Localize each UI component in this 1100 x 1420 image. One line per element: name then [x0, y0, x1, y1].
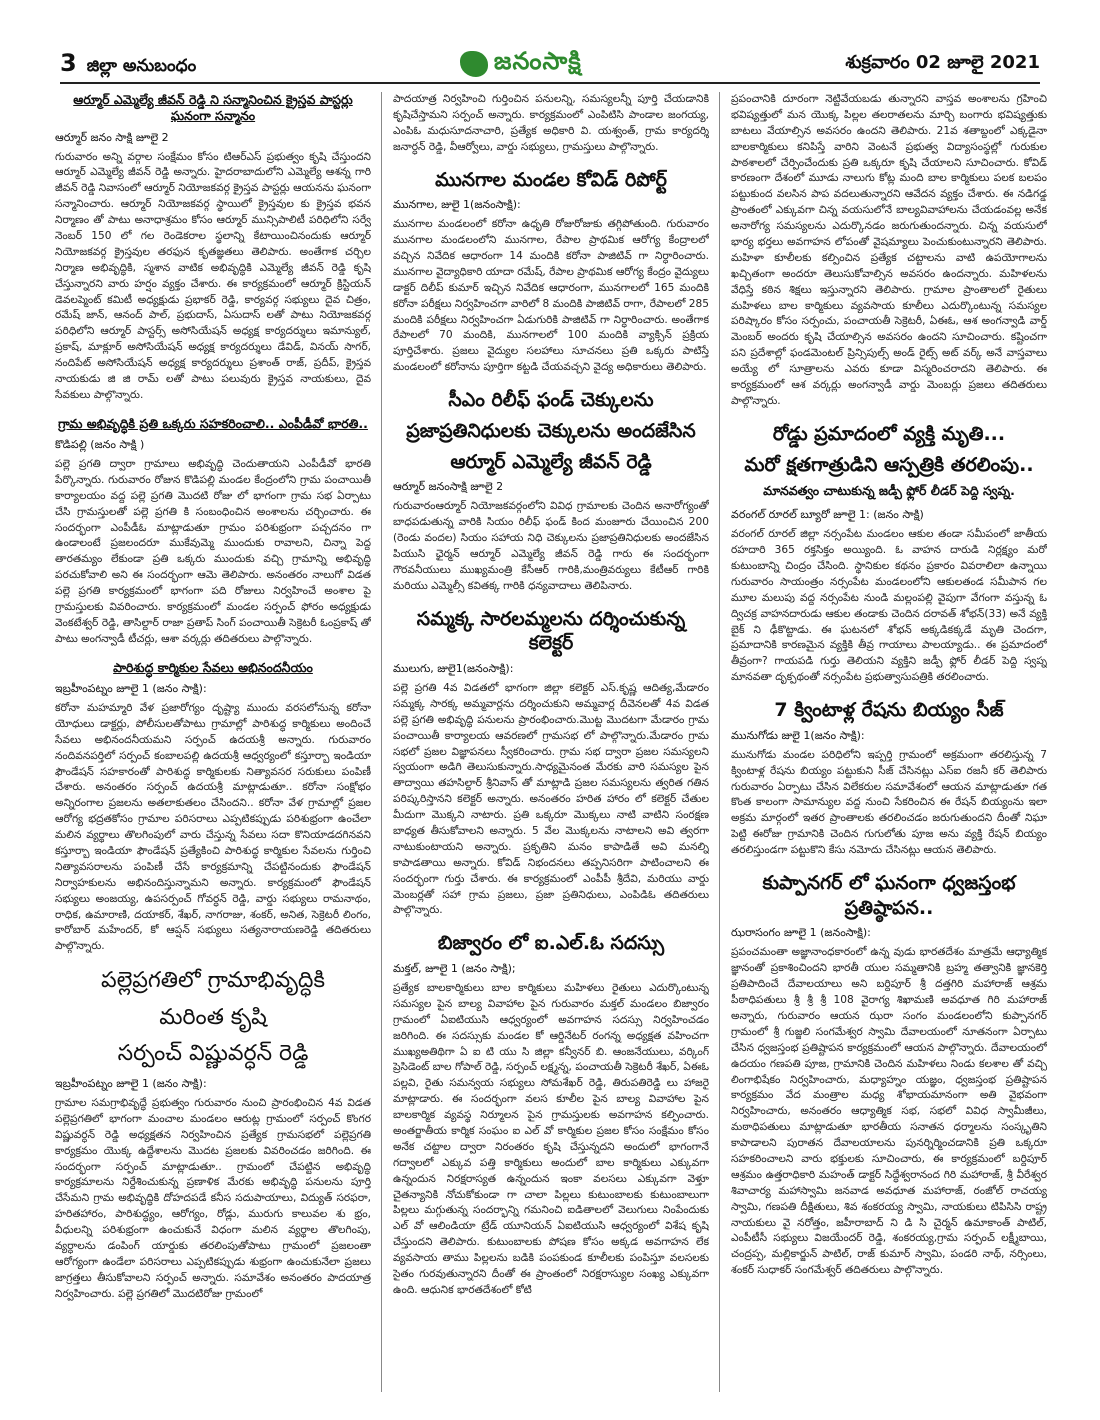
article-headline: గ్రామ అభివృద్ధికి ప్రతి ఒక్కరు సహకరించాలి.. ఎంపీడీవో భారతి.. [58, 415, 368, 431]
column-3 [731, 92, 1047, 1392]
article-palle-pragathi [55, 967, 371, 1302]
article-headline-line: మరింత కృషి [159, 1004, 267, 1030]
article-headline: కుప్పానగర్ లో ఘనంగా ధ్వజస్తంభ ప్రతిష్ఠాపన.. [762, 872, 1016, 919]
article-subheadline: మానవత్వం చాటుకున్న జడ్పీ ఫ్లోర్ లీడర్ పెద్ది స్వప్న. [763, 483, 1015, 499]
section-title: జిల్లా అనుబంధం [86, 55, 197, 76]
article-dateline: ఝరాసంగం జూలై 1 (జనంసాక్షి): [731, 926, 871, 940]
article-armoor-pastors [55, 92, 371, 404]
article-headline-line: సీఎం రిలీఫ్ ఫండ్ చెక్కులను [448, 389, 654, 412]
article-headline-line: రోడ్డు ప్రమాదంలో వ్యక్తి మృతి... [772, 422, 1006, 445]
article-headline-line: సర్పంచ్ విష్ణువర్ధన్ రెడ్డి [117, 1041, 309, 1067]
article-dateline: మునగాల, జులై 1(జనంసాక్షి): [393, 198, 521, 212]
article-headline: సమ్మక్క సారలమ్మలను దర్శించుకున్న కలెక్టర్ [416, 607, 686, 655]
issue-date: శుక్రవారం 02 జూలై 2021 [845, 51, 1040, 73]
article-dateline: ఆర్మూర్ జనంసాక్షి జూలై 2 [393, 480, 504, 494]
article-cm-relief-fund [393, 388, 709, 594]
article-body: ప్రపంచానికి దూరంగా నెట్టివేయబడు తున్నారని వాస్తవ అంశాలను గ్రహించి భవిష్యత్తులో మన యొక్క పిల్లల తలరాతలను మార్చి బంగారు భవిష్యత్తుకు బాటలు వేయాల్సిన అవసరం ఉందని తెలిపారు. 21వ శతాబ్దంలో ఎక్కడైనా బాలకార్మికులు కనిపిస్తే వారిని వెంటనే ప్రభుత్వ విద్యాసంస్థల్లో గురుకుల పాఠశాలలో చేర్పించేందుకు ప్రతి ఒక్కరూ కృషి చేయాలని సూచించారు. కోవిడ్ కారణంగా దేశంలో మూడు నాలుగు కోట్ల మంది బాల కార్మికులు పలక బలపం పట్టుకుంద వలసిన పాప వదలుతున్నారని ఆవేదన వ్యక్తం చేశారు. ఈ నడిగడ్డ ప్రాంతంలో ఎక్కువగా చిన్న వయసులోనే బాల్యవివాహాలను చేయడంవల్ల అనేక అనారోగ్య సమస్యలను ఎదుర్కొనడం జరుగుతుందన్నారు. చిన్న వయసులో భార్య భర్తలు అవగాహన లోపంతో వైషమ్యాలు పెంచుకుంటున్నారని తెలిపారు. మహిళా కూలీలకు కల్పించిన ప్రత్యేక చట్టాలను వాటి ఉపయోగాలను ఖచ్చితంగా అందరూ తెలుసుకోవాల్సిన అవసరం ఉందన్నారు. మహిళలను వేధిస్తే కఠిన శిక్షలు ఇస్తున్నారని తెలిపారు. గ్రామాల ప్రాంతాలలో రైతులు మహిళలు బాల కార్మికులు వ్యవసాయ కూలీలు ఎదుర్కొంటున్న సమస్యల పరిష్కారం కోసం సర్పంచు, పంచాయతీ సెక్రెటరీ, ఏఈఓ, ఆశ అంగన్వాడి వార్డ్ మెంబర్ అందరు కృషి చేయాల్సిన అవసరం ఉందని సూచించారు. కష్టించగా పని ప్రదేశాల్లో ఫండమెంటల్ ప్రిన్సిపుల్స్ అండ్ రైట్స్ అట్ వర్క్ అనే వాస్తవాలు అయ్యే లో సూత్రాలను ఎవరు కూడా విస్మరించరాదని తెలిపారు. ఈ కార్యక్రమంలో ఆశ వర్కర్లు అంగన్వాడీ వార్డు మెంబర్లు ప్రజలు తదితరులు పాల్గొన్నారు. [731, 93, 1047, 407]
column-1 [55, 92, 371, 1392]
masthead [60, 46, 1040, 84]
article-headline-line: మరో క్షతగాత్రుడిని ఆస్పత్రికి తరలింపు.. [744, 453, 1034, 476]
article-headline: బిజ్వారం లో ఐ.ఎల్.ఓ సదస్సు [437, 932, 665, 955]
article-headline: పారిశుద్ధ కార్మికుల సేవలు అభినందనీయం [113, 659, 313, 675]
article-dateline: ములుగు, జులై1(జనంసాక్షి): [393, 661, 514, 675]
article-body: వరంగల్ రూరల్ జిల్లా నర్సంపేట మండలం ఆకుల తండా సమీపంలో జాతీయ రహదారి 365 రక్తసిక్తం అయ్యింది. ఓ వాహన దారుడి నిర్లక్ష్యం మరో కుటుంబాన్ని చింద్రం చేసింది. స్థానికుల కథనం ప్రకారం వివరాలిలా ఉన్నాయి గురువారం సాయంత్రం నర్సంపేట మండలంలోని ఆకులతండ సమీపాన గల మూల మలుపు వద్ద నర్సంపేట నుండి మల్లంపల్లి వైపుగా వేగంగా వస్తున్న ఓ ద్విచక్ర వాహనదారుడు ఆకుల తండాకు చెందిన దరావత్ శోభన్(33) అనే వ్యక్తి బైక్ ని ఢీకొట్టాడు. ఈ ఘటనలో శోభన్ అక్కడికక్కడే మృతి చెందగా, ప్రమాదానికి కారణమైన వ్యక్తికి తీవ్ర గాయాలు పాలయ్యాడు.. ఈ ప్రమాదంలో తీవ్రంగా? గాయపడి గుర్తు తెలియని వ్యక్తిని జడ్పీ ఫ్లోర్ లీడర్ పెద్ది స్వప్న మానవతా దృక్పథంతో నర్సంపేట ప్రభుత్వాసుపత్రికి తరలించారు. [731, 528, 1047, 684]
article-body: మునుగోడు మండల పరిధిలోని ఇప్పర్తి గ్రామంలో అక్రమంగా తరలిస్తున్న 7 క్వింటాళ్ల రేషను బియ్యం పట్టుకుని సీజ్ చేసినట్లు ఎస్ఐ రజనీ కర్ తెలిపారు గురువారం ఏర్పాటు చేసిన విలేకరుల సమావేశంలో ఆయన మాట్లాడుతూ గత కొంత కాలంగా సామాన్యుల వద్ద నుంచి సేకరించిన ఈ రేషన్ బియ్యంను ఇలా అక్రమ మార్గంలో ఇతర ప్రాంతాలకు తరలించడం జరుగుతుందని దీంతో నిఘా పెట్టి ఈరోజు గ్రామానికి చెందిన గుగులోతు పూజ అను వ్యక్తి రేషన్ బియ్యం తరలిస్తుండగా పట్టుకొని కేసు నమోదు చేసినట్లు ఆయన తెలిపారు. [731, 748, 1047, 857]
article-headline-line: ప్రజాప్రతినిధులకు చెక్కులను అందజేసిన [406, 419, 696, 442]
article-flagpole-ceremony [731, 871, 1047, 1279]
article-dateline: వరంగల్ రూరల్ బ్యూరో జూలై 1: (జనం సాక్షి) [731, 508, 924, 522]
article-dateline: ఇబ్రహీంపట్నం జూలై 1 (జనం సాక్షి): [55, 1076, 207, 1090]
article-headline: 7 క్వింటాళ్ల రేషను బియ్యం సీజ్ [774, 699, 1004, 722]
article-headline: ఆర్మూర్ ఎమ్మెల్యే జీవన్ రెడ్డి ని సన్మానించిన క్రైస్తవ పాస్టర్లు ఘనంగా సన్మానం [73, 92, 353, 124]
article-body: పల్లె ప్రగతి ద్వారా గ్రామాలు అభివృద్ధి చెందుతాయని ఎంపీడీవో భారతి పేర్కొన్నారు. గురువారం రోజున కొడిపల్లి మండల కేంద్రంలోని గ్రామ పంచాయితీ కార్యాలయం వద్ద పల్లె ప్రగతి మొదటి రోజు లో భాగంగా గ్రామ సభ ఏర్పాటు చేసి గ్రామస్తులతో పల్లె ప్రగతి కి సంబంధించిన అంశాలను చర్చించారు. ఈ సందర్భంగా ఎంపీడీఓ మాట్లాడుతూ గ్రామం పరిశుభ్రంగా పచ్చదనం గా ఉండాలంటే ప్రజలందరూ ముకేవుమ్మె ముందుకు రావాలని, చిన్నా పెద్ద తారతమ్యం లేకుండా ప్రతి ఒక్కరు ముందుకు వచ్చి గ్రామాన్ని అభివృద్ధి పరచుకోవాలి అని ఈ సందర్భంగా ఆమె తెలిపారు. అనంతరం నాలుగో విడత పల్లె ప్రగతి కార్యక్రమంలో భాగంగా పది రోజులు నిర్వహించే అంశాల పై గ్రామస్తులకు వివరించారు. కార్యక్రమంలో మండల సర్పంచ్ ఫోరం అధ్యక్షుడు వెంకటేశ్వర్ రెడ్డి, తాసిల్దార్ రాజా ప్రతాప్ సింగ్ పంచాయితీ సెక్రెటరీ ఓంప్రకాష్ తో పాటు అంగన్వాడీ టీచర్లు, ఆశా వర్కర్లు తదితరులు పాల్గొన్నారు. [55, 458, 371, 645]
article-body: గురువారం అన్ని వర్గాల సంక్షేమం కోసం టిఆర్ఎస్ ప్రభుత్వం కృషి చేస్తుందని ఆర్మూర్ ఎమ్మెల్యే జీవన్ రెడ్డి అన్నారు. హైదరాబాదులోని ఎమ్మెల్యే ఆశన్న గారి జీవన్ రెడ్డి నివాసంలో ఆర్మూర్ నియోజకవర్గ క్రైస్తవ పాస్టర్లు ఆయనను ఘనంగా సన్మానించారు. ఆర్మూర్ నియోజకవర్గ స్థాయిలో క్రైస్తవుల కు క్రైస్తవ భవన నిర్మాణం తో పాటు అనాధాశ్రమం కోసం ఆర్మూర్ మున్సిపాలిటీ పరిధిలోని సర్వే నెంబర్ 150 లో గల రెండెకరాల స్థలాన్ని కేటాయించినందుకు ఆర్మూర్ నియోజకవర్గ క్రైస్తవుల తరఫున కృతజ్ఞతలు తెలిపారు. అంతేగాక చర్చిల నిర్మాణ అభివృద్ధికి, స్మశాన వాటిక అభివృద్ధికి ఎమ్మెల్యే జీవన్ రెడ్డి కృషి చేస్తున్నారని వారు హర్షం వ్యక్తం చేశారు. ఈ కార్యక్రమంలో ఆర్మూర్ క్రిస్టియన్ డెవలప్మెంట్ కమిటీ అధ్యక్షుడు ప్రభాకర్ రెడ్డి, కార్యవర్గ సభ్యులు దైవ చిత్రం, రమేష్ జాన్, ఆనంద్ పాల్, ప్రభుదాస్, ఏసుదాస్ లతో పాటు నియోజకవర్గ పరిధిలోని ఆర్మూర్ పాస్టర్స్ అసోసియేషన్ అధ్యక్ష కార్యదర్శులు ఇమాన్యుల్, ప్రకాష్, మాక్లూర్ అసోసియేషన్ అధ్యక్ష కార్యదర్శులు డేవిడ్, వినయ్ సాగర్, నందిపేట్ అసోసియేషన్ అధ్యక్ష కార్యదర్శులు ప్రశాంత్ రాజ్, ప్రదీప్, క్రైస్తవ నాయకుడు జి జి రామ్ లతో పాటు పలువురు క్రైస్తవ నాయకులు, దైవ సేవకులు పాల్గొన్నారు. [55, 150, 371, 401]
article-ilo-seminar-continued [731, 92, 1047, 410]
article-headline-line: ఆర్మూర్ ఎమ్మెల్యే జీవన్ రెడ్డి [450, 450, 652, 473]
article-dateline: ఇబ్రహీంపట్నం జూలై 1 (జనం సాక్షి): [55, 681, 207, 695]
article-collector-visit [393, 607, 709, 920]
article-body: మునగాల మండలంలో కరోనా ఉధృతి రోజురోజుకు తగ్గిపోతుంది. గురువారం మునగాల మండలంలోని మునగాల, రేపాల ప్రాథమిక ఆరోగ్య కేంద్రాలలో వచ్చిన నివేదిక ఆధారంగా 14 మందికి కరోనా పాజిటివ్ గా నిర్ధారించారు. మునగాల వైద్యాధికారి యాదా రమేష్, రేపాల ప్రాథమిక ఆరోగ్య కేంద్రం వైద్యులు డాక్టర్ దిలీప్ కుమార్ ఇచ్చిన నివేదిక ఆధారంగా, మునగాలలో 165 మందికి కరోనా పరీక్షలు నిర్వహించగా వారిలో 8 మందికి పాజిటివ్ రాగా, రేపాలలో 285 మందికి పరీక్షలు నిర్వహించగా ఏడుగురికి పాజిటివ్ గా నిర్ధారించారు. అంతేగాక రేపాలలో 70 మందికి, మునగాలలో 100 మందికి వ్యాక్సిన్ ప్రక్రియ పూర్తిచేశారు. ప్రజలు వైద్యుల సలహాలు సూచనలు ప్రతి ఒక్కరు పాటిస్తే మండలంలో కరోనాను పూర్తిగా కట్టడి చేయవచ్చని వైద్య అధికారులు తెలిపారు. [393, 218, 709, 374]
page-number: 3 [60, 48, 77, 77]
article-dateline: మునుగోడు జులై 1(జనం సాక్షి): [731, 728, 865, 742]
article-body: ప్రపంచమంతా అజ్ఞానాంధకారంలో ఉన్న వుడు భారతదేశం మాత్రమే ఆధ్యాత్మిక జ్ఞానంతో ప్రకాశించిందని భారతీ యుల సమ్మతానికి బ్రహ్మ తత్వానికి జ్ఞానకెర్తి ప్రతిపాదించే దేవాలయాలు అని బర్దిపూర్ శ్రీ దత్తగిరి మహారాజ్ ఆశ్రమ పీఠాధిపతులు శ్రీ శ్రీ శ్రీ 108 వైరాగ్య శిఖామణి అవధూత గిరి మహారాజ్ అన్నారు, గురువారం ఆయన ఝరా సంగం మండలంలోని కుప్పానగర్ గ్రామంలో శ్రీ గుజ్జలి సంగమేశ్వర స్వామి దేవాలయంలో నూతనంగా ఏర్పాటు చేసిన ధ్వజస్తంభ ప్రతిష్టాపన కార్యక్రమంలో ఆయన పాల్గొన్నారు. దేవాలయంలో ఉదయం గణపతి పూజ, గ్రామానికి చెందిన మహిళలు నిండు కలశాల తో వచ్చి లింగాభిషేకం నిర్వహించారు, మధ్యాహ్నం యజ్ఞం, ధ్వజస్తంభ ప్రతిష్టాపన కార్యక్రమం వేద మంత్రాల మధ్య శోభాయమానంగా అతి వైభవంగా నిర్వహించారు, అనంతరం ఆధ్యాత్మిక సభ, సభలో వివిధ స్వామీజీలు, మఠాధిపతులు మాట్లాడుతూ భారతీయ సనాతన ధర్మాలను సంస్కృతిని కాపాడాలని పురాతన దేవాలయాలను పునర్నిర్మించడానికి ప్రతి ఒక్కరూ సహకరించాలని వారు భక్తులకు సూచించారు, ఈ కార్యక్రమంలో బర్దిపూర్ ఆశ్రమం ఉత్తరాధికారి మహంత్ డాక్టర్ సిద్ధేశ్వరానంద గిరి మహారాజ్, శ్రీ వీరేశ్వర శివాచార్య మహాస్వామి జనవాడ అవధూత మహారాజ్, రంజోల్ రాచయ్య స్వామి, గణపతి దీక్షితులు, శివ శంకరయ్య స్వామి, నాయకులు టిపిసిసి రాష్ట్ర నాయకులు వై నరోత్తం, జహీరాబాద్ ని డి సి చైర్మన్ ఉమాకాంత్ పాటిల్, ఎంపీటీసీ సభ్యులు విజయేందర్ రెడ్డి, శంకరయ్య,గ్రామ సర్పంచ్ లక్ష్మీబాయి, చంద్రప్ప, మల్లికార్జున్ పాటిల్, రాజ్ కుమార్ స్వామి, పండరి నాథ్, నర్సింలు, శంకర్ సుధాకర్ సంగమేశ్వర్ తదితరులు పాల్గొన్నారు. [731, 946, 1047, 1277]
column-divider [719, 92, 720, 1392]
article-body: పాదయాత్ర నిర్వహించి గుర్తించిన పనులన్ని, సమస్యలన్నీ పూర్తి చేయడానికి కృషిచేస్తామని సర్పంచ్ అన్నారు. కార్యక్రమంలో ఎంపిటిసి పాండాల జంగయ్య, ఎంపిఓ మధుసూదనాచారి, ప్రత్యేక అధికారి వి. యశ్వంత్, గ్రామ కార్యదర్శి జనార్ధన్ రెడ్డి, వీఆర్వోలు, వార్డు సభ్యులు, గ్రామస్తులు పాల్గొన్నారు. [393, 93, 709, 153]
article-covid-report [393, 168, 709, 377]
article-dateline: మక్తల్, జూలై 1 (జనం సాక్షి); [393, 961, 516, 975]
article-body: ప్రత్యేక బాలకార్మికులు బాల కార్మికులు మహిళలు రైతులు ఎదుర్కొంటున్న సమస్యల పైన బాల్య వివాహాల పైన గురువారం మక్తల్ మండలం బిజ్వారం గ్రామంలో ఏఐటియుసి ఆధ్వర్యంలో అవగాహన సదస్సు నిర్వహించడం జరిగింది. ఈ సదస్సుకు మండల కో ఆర్డినేటర్ రంగన్న అధ్యక్షత వహించగా ముఖ్యఅతిథిగా ఏ ఐ టి యు సి జిల్లా కన్వీనర్ బి. ఆంజనేయులు, వర్కింగ్ ప్రెసిడెంట్ బాల గోపాల్ రెడ్డి, సర్పంచ్ లక్ష్మన్న, పంచాయతీ సెక్రెటరీ శేఖర్, ఏఈఓ పల్లవి, రైతు సమన్వయ సభ్యులు సోమశేఖర్ రెడ్డి, తిరుపతిరెడ్డి లు హాజరై మాట్లాడారు. ఈ సందర్భంగా వలస కూలీల పైన బాల్య వివాహాల పైన బాలకార్మిక వ్యవస్థ నిర్మూలన పైన గ్రామస్తులకు అవగాహన కల్పించారు. అంతర్జాతీయ కార్మిక సంఘం ఐ ఎల్ వో కార్మికుల ప్రజల కోసం సంక్షేమం కోసం అనేక చట్టాల ద్వారా నిరంతరం కృషి చేస్తున్నదని అందులో భాగంగానే గద్వాలలో ఎక్కువ పత్తి కార్మికులు అందులో బాల కార్మికులు ఎక్కువగా ఉన్నందున నిరక్షరాస్యత ఉన్నందున ఇంకా వలసలు ఎక్కువగా వెళ్తూ చైతన్యానికి నోచుకోకుండా గా చాలా పిల్లలు కుటుంబాలకు కుటుంబాలుగా పిల్లలు మగ్గుతున్న సందర్భాన్ని గమనించి ఐడితాలలో వెలుగులు నింపేందుకు ఎల్ వో ఆలిండియా ట్రేడ్ యూనియన్ ఏఐటియుసి ఆధ్వర్యంలో విశేష కృషి చేస్తుందని తెలిపారు. కుటుంబాలకు పోషణ కోసం అక్కడ అవగాహన లేక వ్యవసాయ తాము పిల్లలను బడికి పంపకుండ కూలీలకు పంపిస్తూ వలసలకు సైతం గురవుతున్నారని దీంతో ఈ ప్రాంతంలో నిరక్షరాస్యుల సంఖ్య ఎక్కువగా ఉంది. ఆధునిక భారతదేశంలో కోటి [393, 981, 709, 1296]
article-village-development [55, 416, 371, 648]
article-headline: మునగాల మండల కోవిడ్ రిపోర్ట్ [435, 168, 667, 191]
logo-map-icon [460, 51, 488, 77]
article-body: పల్లె ప్రగతి 4వ విడతలో భాగంగా జిల్లా కలెక్టర్ ఎస్.కృష్ణ ఆదిత్య,మేడారం సమ్మక్క సారక్క అమ్మవార్లను దర్శించుకుని అమ్మవార్ల దీవెనలతో 4వ విడత పల్లె ప్రగతి అభివృద్ధి పనులను ప్రారంభించారు.మొట్ట మొదటగా మేడారం గ్రామ పంచాయితీ కార్యాలయ ఆవరణలో గ్రామసభ లో పాల్గొన్నారు.మేడారం గ్రామ సభలో ప్రజల విజ్ఞాపనలు స్వీకరించారు. గ్రామ సభ ద్వారా ప్రజల సమస్యలని స్వయంగా అడిగి తెలుసుకున్నారు.సాధ్యమైనంత మేరకు వారి సమస్యల పైన తాద్వాయి తహసిల్దార్ శ్రీనివాస్ తో మాట్లాడి ప్రజల సమస్యలను త్వరిత గతిన పరిష్కరిస్తానని కలెక్టర్ అన్నారు. అనంతరం హరిత హారం లో కలెక్టర్ చేతుల మీదుగా మొక్కని నాటారు. ప్రతి ఒక్కరూ మొక్కలు నాటి వాటిని సంరక్షణ బాధ్యత తీసుకోవాలని అన్నారు. 5 వేల మొక్కలను నాటాలని అవి త్వరగా నాటుకుంటాయని అన్నారు. ప్రకృతిని మనం కాపాడితే అవి మనల్ని కాపాడతాయి అన్నారు. కోవిడ్ నిభందనలు తప్పనిసరిగా పాటించాలని ఈ సందర్భంగా గుర్తు చేశారు. ఈ కార్యక్రమంలో ఎంపీపీ శ్రీదేవి, మరియు వార్డు మెంబర్లతో సహా గ్రామ ప్రజలు, ప్రజా ప్రతినిధులు, ఎంపిడిఓ తదితరులు పాల్గొన్నారు. [393, 681, 709, 917]
article-body: గురువారంఆర్మూర్ నియోజకవర్గంలోని వివిధ గ్రామాలకు చెందిన అనారోగ్యంతో బాధపడుతున్న వారికి సియం రిలీఫ్ ఫండ్ కింద మంజూరు చేయించిన 200 (రెండు వందల) సియం సహాయ నిధి చెక్కులను ప్రజాప్రతినిధులకు అందజేసిన పియుసి ఛైర్మన్ ఆర్మూర్ ఎమ్మెల్యే జీవన్ రెడ్డి గారు ఈ సందర్భంగా గౌరవనీయులు ముఖ్యమంత్రి కేసీఆర్ గారికి,మంత్రివర్యులు కేటీఆర్ గారికి మరియు ఎమ్మెల్సీ కవితక్క గారికి ధన్యవాదాలు తెలిపినారు. [393, 500, 709, 592]
article-sanitation-workers [55, 660, 371, 956]
article-body: గ్రామాల సమగ్రాభివృద్ధే ప్రభుత్వం గురువారం నుంచి ప్రారంభించిన 4వ విడత పల్లెప్రగతిలో భాగంగా మంచాల మండలం ఆరుట్ల గ్రామంలో సర్పంచ్ కొంగర విష్ణువర్ధన్ రెడ్డి అధ్యక్షతన నిర్వహించిన ప్రత్యేక గ్రామసభలో పల్లెప్రగతి కార్యక్రమం యొక్క ఉద్దేశాలను మొదట ప్రజలకు వివరించడం జరిగింది. ఈ సందర్భంగా సర్పంచ్ మాట్లాడుతూ.. గ్రామంలో చేపట్టిన అభివృద్ధి కార్యక్రమాలను నిర్దేశించుకున్న ప్రణాళిక మేరకు అభివృద్ధి పనులను పూర్తి చేసేమని గ్రామ అభివృద్ధికి దోహదపడే కనీస సదుపాయాలు, విద్యుత్ సరఫరా, హరితహారం, పారిశుద్ధ్యం, ఆరోగ్యం, రోడ్లు, మురుగు కాలువల శు భ్రం, వీధులన్ని పరిశుభ్రంగా ఉంచుకునే విధంగా మలిన వ్యర్థాల తొలగింపు, వ్యర్ధాలను డంపింగ్ యార్డుకు తరలింపుతోపాటు గ్రామంలో ప్రజలంతా ఆరోగ్యంగా ఉండేలా పరిసరాలు ఎప్పటికప్పుడు శుభ్రంగా ఉంచుకునేలా ప్రజలు జాగ్రత్తలు తీసుకోవాలని సర్పంచ్ అన్నారు. సమావేశం అనంతరం పాదయాత్ర నిర్వహించారు. పల్లె ప్రగతిలో మొదటిరోజు గ్రామంలో [55, 1096, 371, 1300]
logo-text: జనంసాక్షి [493, 47, 582, 75]
column-divider [381, 92, 382, 1392]
masthead-logo [460, 47, 582, 81]
article-ration-rice-seized [731, 698, 1047, 859]
article-dateline: ఆర్మూర్ జనం సాక్షి జూలై 2 [55, 130, 169, 144]
masthead-left [60, 49, 196, 80]
article-body: కరోనా మహమ్మారి వేళ ప్రజారోగ్యం దృష్ట్యా ముందు వరసలోనున్న కరోనా యోధులు డాక్టర్లు, పోలీసులతోపాటు గ్రామాల్లో పారిశుద్ధ కార్మికులు అందించే సేవలు అభినందనీయమని సర్పంచ్ ఉదయశ్రీ అన్నారు. గురువారం నందివనపర్తిలో సర్పంచ్ కంబాలపల్లి ఉదయశ్రీ ఆధ్వర్యంలో కస్తూర్బా ఇండియా ఫౌండేషన్ సహకారంతో పారిశుద్ధ కార్మికులకు నిత్యావసర సరుకులు పంపిణీ చేశారు. అనంతరం సర్పంచ్ ఉదయశ్రీ మాట్లాడుతూ.. కరోనా సంక్షోభం అన్నిరంగాల ప్రజలను అతలాకుతలం చేసిందని.. కరోనా వేళ గ్రామాల్లో ప్రజల ఆరోగ్య భద్రతకోసం గ్రామాల పరిసరాలు ఎప్పటికప్పుడు పరిశుభ్రంగా ఉంచేలా మలిన వ్యర్థాలు తొలగింపులో వారు చేస్తున్న సేవలు సదా కొనియాడదగినవని కస్తూర్బా ఇండియా ఫౌండేషన్ ప్రత్యేకించి పారిశుద్ధ కార్మికుల సేవలను గుర్తించి నిత్యావసరాలను పంపిణీ చేసే కార్యక్రమాన్ని చేపట్టినందుకు ఫౌండేషన్ నిర్వాహకులను అభినందిస్తున్నామని అన్నారు. కార్యక్రమంలో ఫౌండేషన్ సభ్యులు అంజయ్య, ఉపసర్పంచ్ గోవర్ధన్ రెడ్డి, వార్డు సభ్యులు రామనాథం, రాధిక, ఉమారాణి, దయాకర్, శేఖర్, నాగరాజు, శంకర్, అనిత, సెక్రెటరీ లింగం, కారోబార్ మహేందర్, కో ఆప్షన్ సభ్యులు సత్యనారాయణరెడ్డి తదితరులు పాల్గొన్నారు. [55, 701, 371, 953]
article-headline-line: పల్లెప్రగతిలో గ్రామాభివృద్ధికి [101, 968, 325, 994]
column-2 [393, 92, 709, 1392]
article-road-accident [731, 422, 1047, 686]
article-dateline: కొడిపల్లి (జనం సాక్షి ) [55, 438, 145, 451]
article-palle-pragathi-continued [393, 92, 709, 156]
article-ilo-seminar [393, 931, 709, 1299]
